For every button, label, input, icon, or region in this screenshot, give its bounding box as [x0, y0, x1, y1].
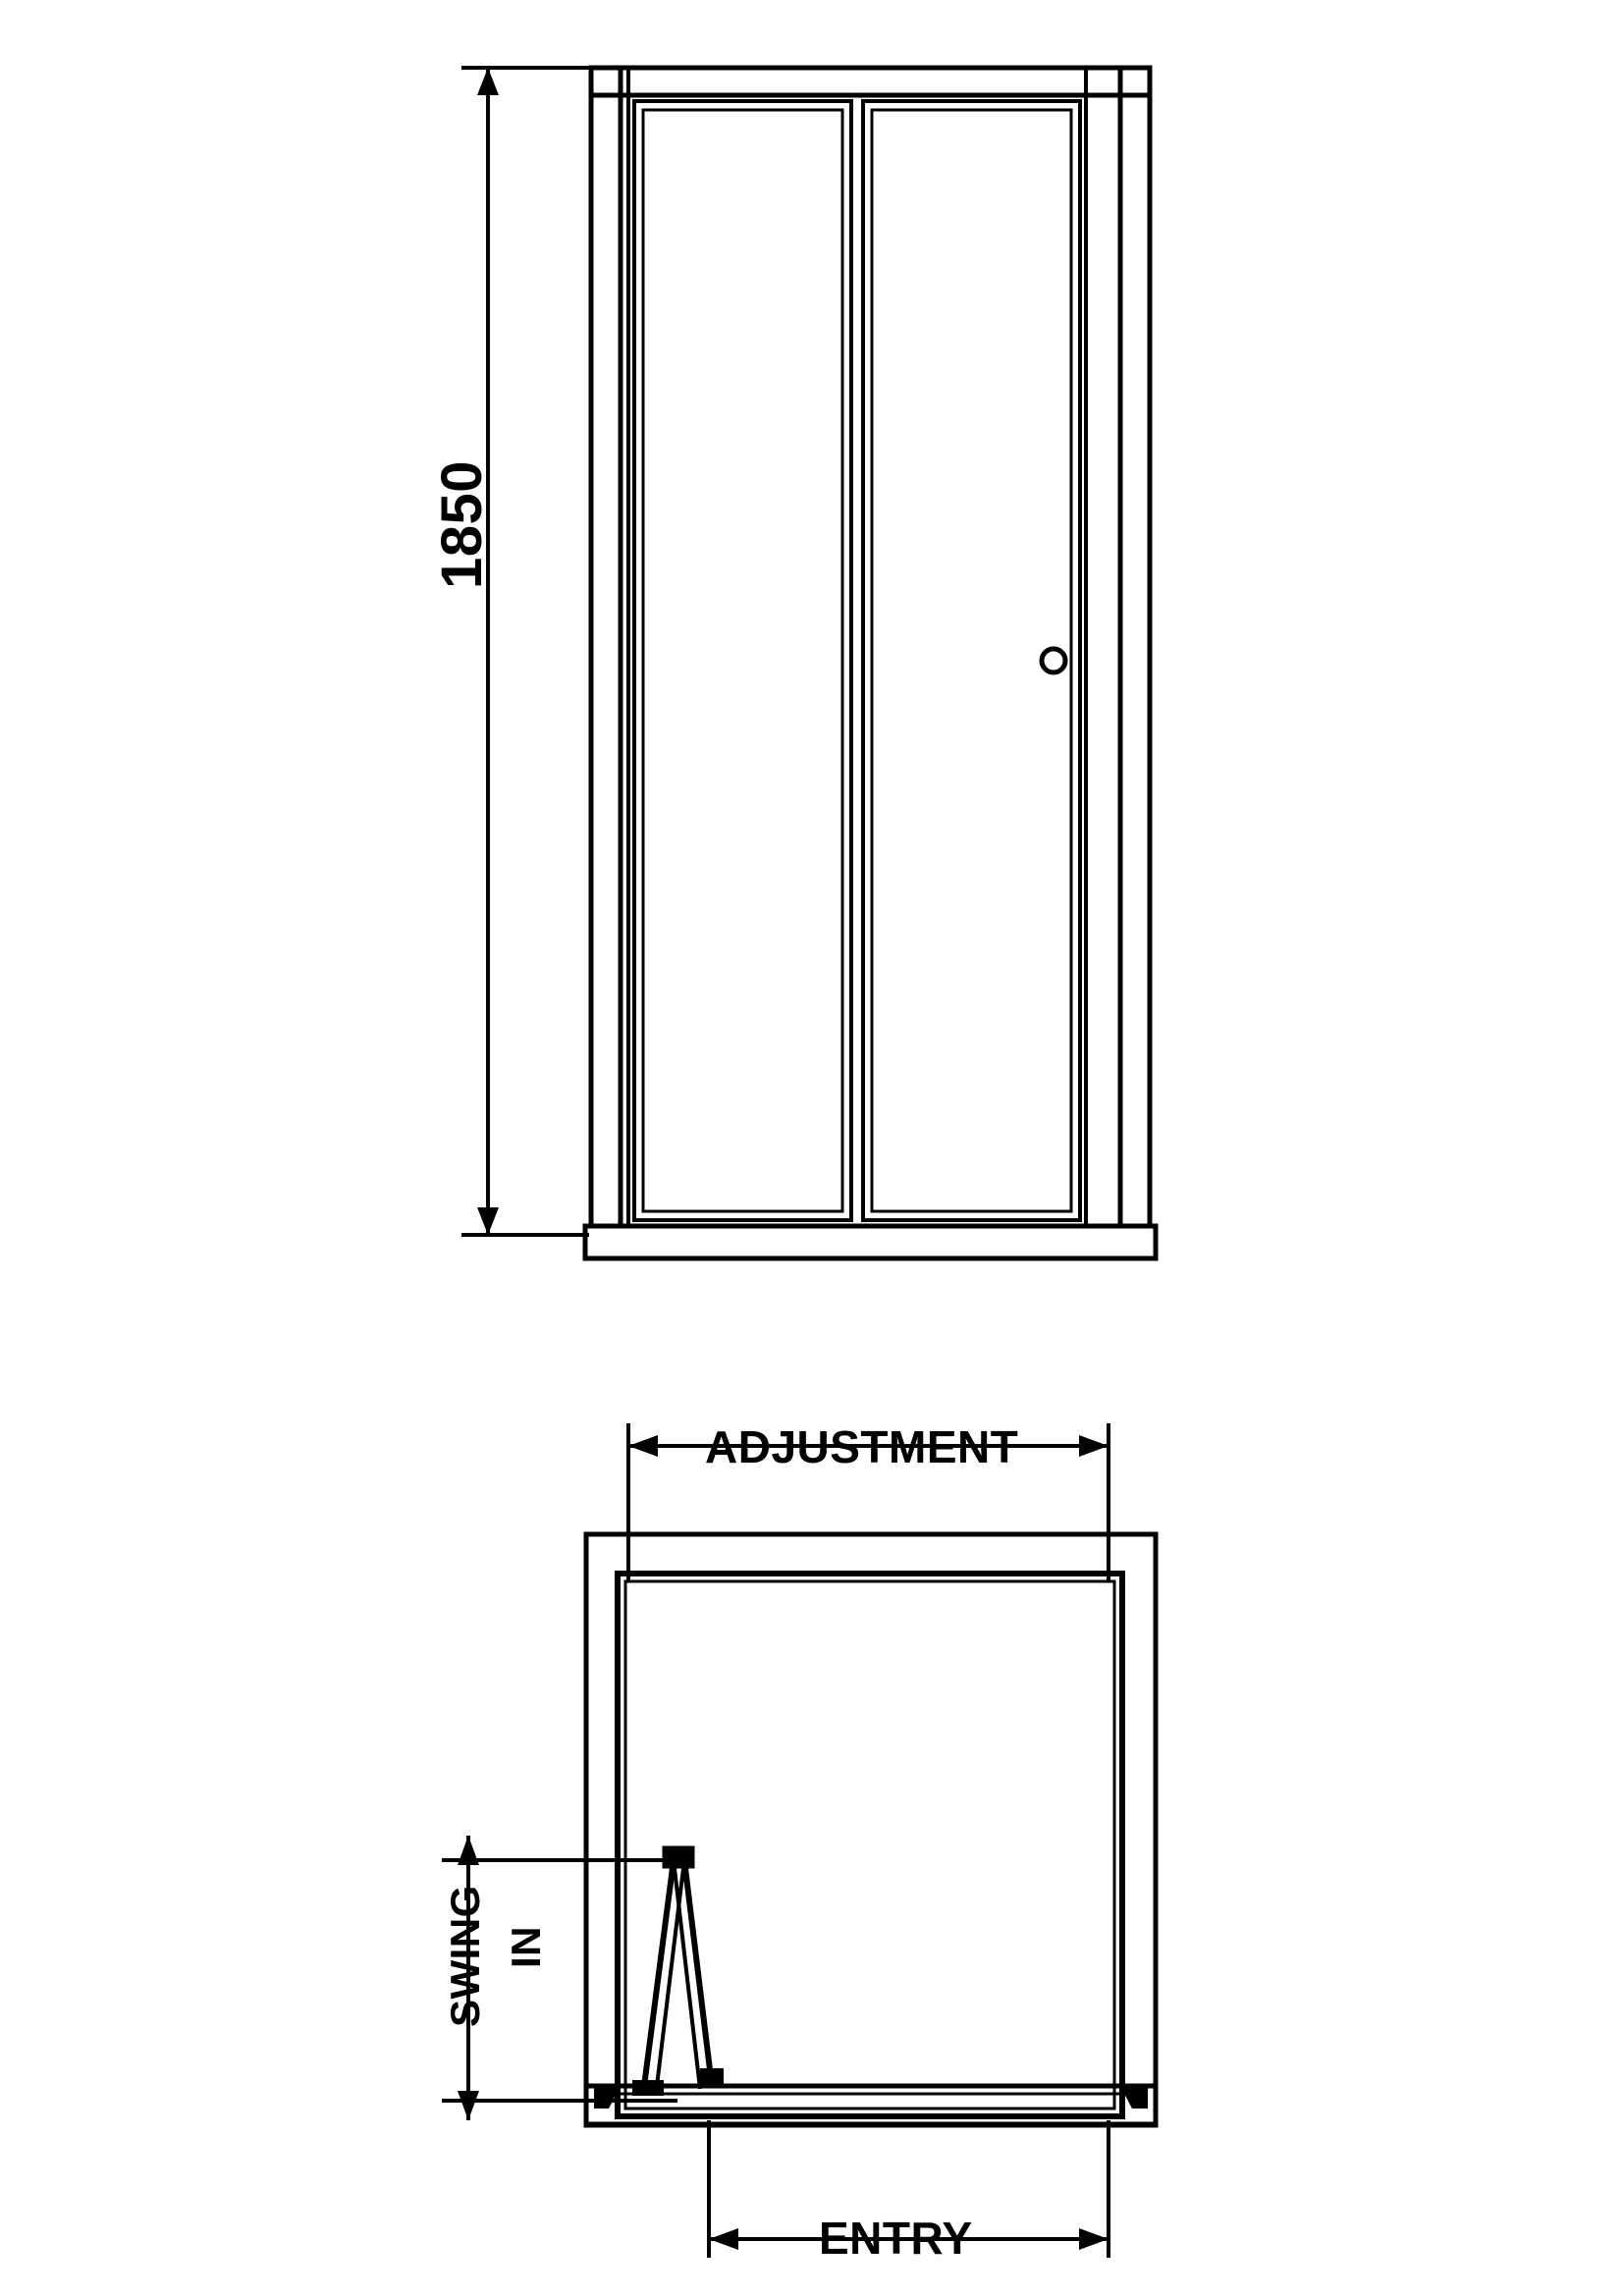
height-arrow-top: [477, 68, 499, 95]
pivot-hinge-block: [664, 1847, 693, 1867]
plan-inner-area-2: [625, 1581, 1114, 2109]
height-arrow-bottom: [477, 1207, 499, 1235]
right-door-panel: [863, 101, 1080, 1220]
left-door-panel: [634, 101, 851, 1220]
bottom-roller: [701, 2069, 723, 2087]
plan-outer-frame: [586, 1534, 1156, 2124]
swing-direction-label: IN: [503, 1926, 549, 1968]
adjustment-arrow-right: [1079, 1435, 1109, 1457]
left-post: [591, 68, 621, 1226]
right-post: [1120, 68, 1150, 1226]
base-rail: [585, 1226, 1156, 1258]
left-panel-glass: [643, 110, 842, 1211]
height-dimension: [461, 68, 589, 1235]
front-elevation-view: [461, 68, 1156, 1258]
top-rail: [591, 68, 1150, 95]
height-dimension-label: 1850: [430, 459, 494, 589]
door-handle-icon: [1042, 649, 1065, 672]
adjustment-arrow-left: [628, 1435, 658, 1457]
head-track: [628, 68, 1086, 95]
entry-arrow-right: [1079, 2228, 1109, 2250]
swing-dimension-label: SWING: [442, 1885, 488, 2027]
adjustment-dimension-label: ADJUSTMENT: [705, 1421, 1019, 1472]
swing-arrow-bottom: [458, 2091, 479, 2120]
door-leaf-folded: [633, 1847, 723, 2095]
entry-arrow-left: [709, 2228, 738, 2250]
bottom-guide: [633, 2081, 663, 2095]
plan-view: [442, 1423, 1156, 2258]
door-assembly: [628, 95, 1086, 1226]
entry-dimension-label: ENTRY: [819, 2213, 973, 2264]
